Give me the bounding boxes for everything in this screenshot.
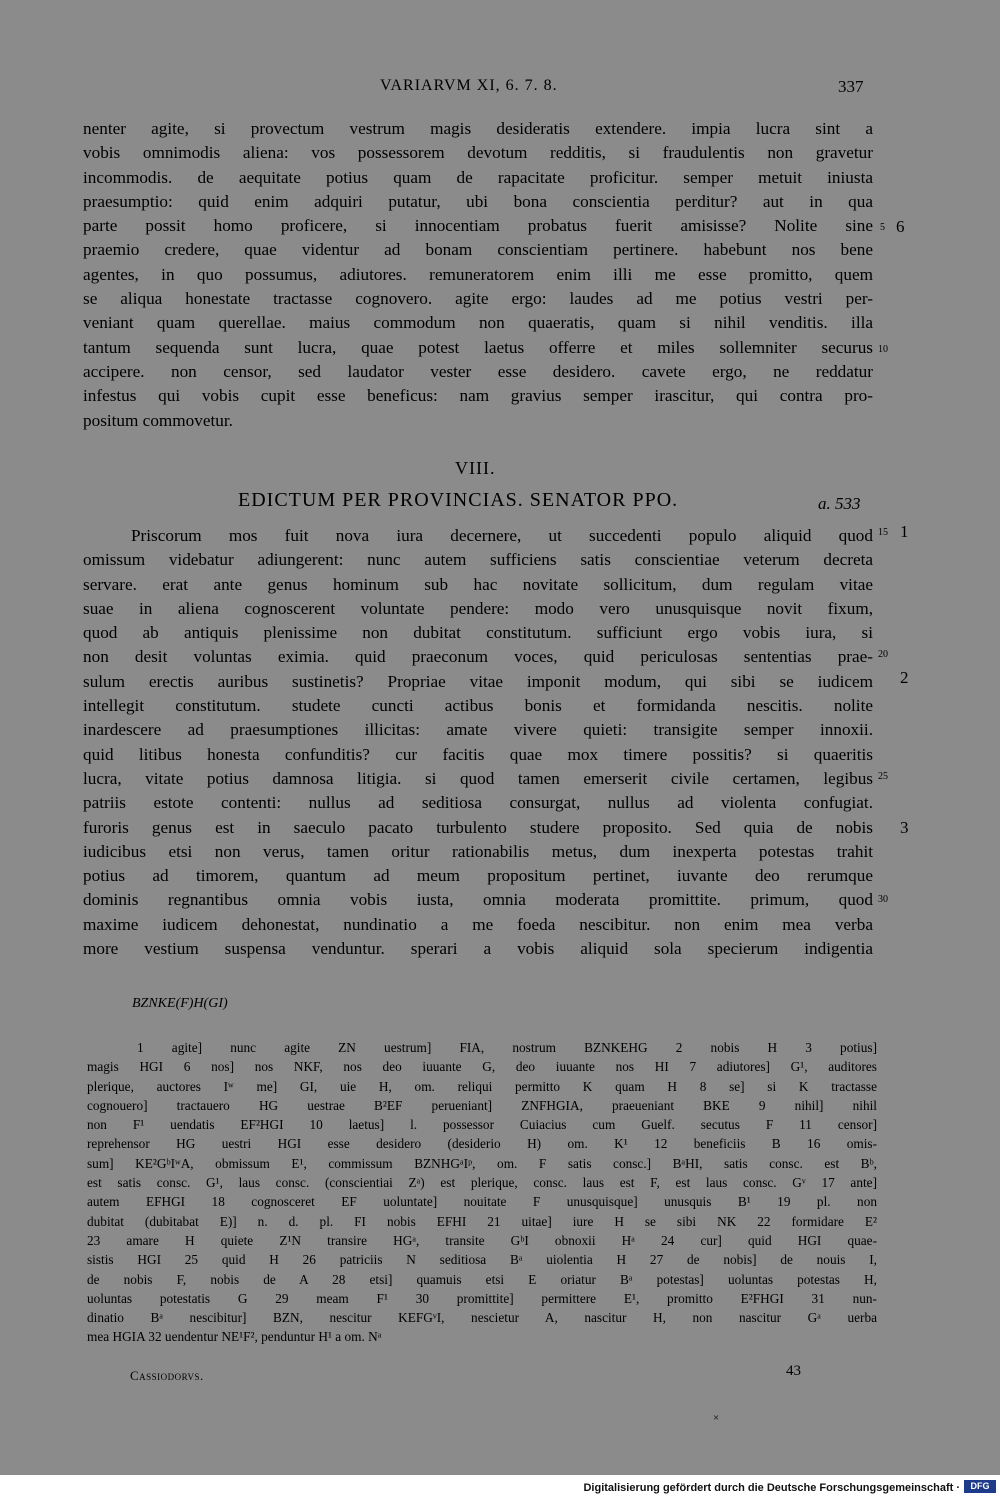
text-line: omissum videbatur adiungerent: nunc autem sufficiens satis conscientiae veterum decreta [83,550,873,570]
text-line: infestus qui vobis cupit esse beneficus: nam gravius semper irascitur, qui contra pro- [83,386,873,406]
margin-line-number: 20 [878,649,888,660]
dfg-logo-icon[interactable]: DFG [964,1480,996,1493]
text-line: positum commovetur. [83,410,233,430]
text-line: agentes, in quo possumus, adiutores. remuneratorem enim illi me esse promitto, quem [83,264,873,284]
footer-author: Cassiodorvs. [130,1368,204,1383]
text-line: furoris genus est in saeculo pacato turbulento studere proposito. Sed quia de nobis [83,817,873,837]
margin-section-number: 3 [900,818,909,837]
apparatus-line: uoluntas potestatis G 29 meam F¹ 30 promittite] permittere E¹, promitto E²FHGI 31 nun- [87,1290,877,1306]
text-line: incommodis. de aequitate potius quam de rapacitate proficitur. semper metuit iniusta [83,167,873,187]
text-line: more vestium suspensa venduntur. sperari a vobis aliquid sola specierum indigentia [83,939,873,959]
text-line: maxime iudicem dehonestat, nundinatio a me foeda nescibitur. non enim mea verba [83,914,873,934]
text-line: tantum sequenda sunt lucra, quae potest laetus offerre et miles sollemniter securus [83,337,873,357]
apparatus-sigla: BZNKE(F)H(GI) [132,996,228,1011]
text-line: dominis regnantibus omnia vobis iusta, omnia moderata promittite. primum, quod [83,890,873,910]
text-line: sulum erectis auribus sustinetis? Propriae vitae imponit modum, qui sibi se iudicem [83,671,873,691]
apparatus-line: mea HGIA 32 uendentur NE¹F², penduntur H¹ a om. Nᵃ [87,1329,382,1345]
apparatus-line: non F¹ uendatis EF²HGI 10 laetus] l. possessor Cuiacius cum Guelf. secutus F 11 censor] [87,1117,877,1133]
apparatus-line: sum] KE²GᵇIʷA, obmissum E¹, commissum BZNHGᵃIᵖ, om. F satis consc.] BᵃHI, satis consc. est Bᵇ, [87,1155,877,1171]
margin-line-number: 15 [878,527,888,538]
digitization-banner [0,1475,1000,1499]
apparatus-line: reprehensor HG uestri HGI esse desidero (desiderio H) om. K¹ 12 beneficiis B 16 omis- [87,1136,877,1152]
apparatus-line: autem EFHGI 18 cognosceret EF uoluntate] nouitate F unusquisque] unusquis B¹ 19 pl. non [87,1194,877,1210]
text-line: lucra, vitate potius damnosa litigia. si quod tamen emerserit civile certamen, legibus [83,768,873,788]
text-line: accipere. non censor, sed laudator vester esse desidero. cavete ergo, ne reddatur [83,361,873,381]
text-line: vobis omnimodis aliena: vos possessorem devotum redditis, si fraudulentis non gravetur [83,143,873,163]
critical-apparatus [87,1038,877,1347]
apparatus-line: sistis HGI 25 quid H 26 patriciis N seditiosa Bᵃ uiolentia H 27 de nobis] de nouis I, [87,1252,877,1268]
apparatus-line: plerique, auctores Iʷ me] GI, uie H, om. reliqui permitto K quam H 8 se] si K tractasse [87,1078,877,1094]
margin-line-number: 30 [878,894,888,905]
text-line: parte possit homo proficere, si innocentiam probatus fuerit amisisse? Nolite sine [83,216,873,236]
apparatus-line: 1 agite] nunc agite ZN uestrum] FIA, nostrum BZNKEHG 2 nobis H 3 potius] [137,1040,877,1055]
section-number: VIII. [455,458,496,478]
stray-mark: × [713,1412,720,1424]
apparatus-line: dinatio Bᵃ nescibitur] BZN, nescitur KEFGᵛI, nescietur A, nascitur H, non nascitur Gᵃ uerba [87,1310,877,1326]
text-line: patriis estote contenti: nullus ad seditiosa consurgat, nullus ad violenta confugiat. [83,793,873,813]
apparatus-line: cognouero] tractauero HG uestrae B²EF perueniant] ZNFHGIA, praeueniant BKE 9 nihil] nihil [87,1097,877,1113]
text-line: iudicibus etsi non verus, tamen oritur rationabilis metus, dum inexperta potestas trahit [83,841,873,861]
running-head: VARIARVM XI, 6. 7. 8. [380,77,558,94]
text-line: inardescere ad praesumptiones illicitas: amate vivere quieti: transigite semper innoxii. [83,720,873,740]
margin-line-number: 10 [878,344,888,355]
text-line: suae in aliena cognoscerent voluntate pendere: modo vero unusquisque novit fixum, [83,598,873,618]
section-title: EDICTUM PER PROVINCIAS. SENATOR PPO. [238,489,679,511]
page-number: 337 [838,77,864,96]
top-paragraph [83,117,873,433]
margin-section-number: 6 [896,217,905,236]
apparatus-line: dubitat (dubitabat E)] n. d. pl. FI nobis EFHI 21 uitae] iure H se sibi NK 22 formidare E² [87,1213,877,1229]
text-line: se aliqua honestate tractasse cognovero. agite ergo: laudes ad me potius vestri per- [83,289,873,309]
text-line: nenter agite, si provectum vestrum magis desideratis extendere. impia lucra sint a [83,119,873,138]
margin-line-number: 5 [880,222,885,233]
text-line: potius ad timorem, quantum ad meum propositum pertinet, iuvante deo rerumque [83,866,873,886]
text-line: veniant quam querellae. maius commodum non quaeratis, quam si nihil venditis. illa [83,313,873,333]
date-note: a. 533 [818,494,861,513]
text-line: praesumptio: quid enim adquiri putatur, ubi bona conscientia perditur? aut in qua [83,191,873,211]
apparatus-line: de nobis F, nobis de A 28 etsi] quamuis etsi E oriatur Bᵃ potestas] uoluntas potestas H, [87,1271,877,1287]
margin-line-number: 25 [878,771,888,782]
text-line: praemio credere, quae videntur ad bonam conscientiam pertinere. habebunt nos bene [83,240,873,260]
signature-mark: 43 [786,1363,801,1379]
text-line: Priscorum mos fuit nova iura decernere, ut succedenti populo aliquid quod [131,526,873,545]
text-line: servare. erat ante genus hominum sub hac novitate sollicitum, dum regulam vitae [83,574,873,594]
text-line: non desit voluntas eximia. quid praeconum voces, quid periculosas sententias prae- [83,647,873,667]
apparatus-line: 23 amare H quiete Z¹N transire HGᵃ, transite GᵇI obnoxii Hᵃ 24 cur] quid HGI quae- [87,1232,877,1248]
margin-section-number: 2 [900,668,909,687]
main-paragraph [83,524,873,961]
text-line: quid litibus honesta confunditis? cur facitis quae mox timere possitis? si quaeritis [83,744,873,764]
text-line: intellegit constitutum. studete cuncti actibus bonis et formidanda nescitis. nolite [83,696,873,716]
apparatus-line: est satis consc. G¹, laus consc. (conscientiai Zᵃ) est plerique, consc. laus est F, est laus consc. Gᵛ 17 ante] [87,1175,877,1191]
margin-section-number: 1 [900,522,909,541]
banner-text: Digitalisierung gefördert durch die Deutsche Forschungsgemeinschaft · [583,1482,960,1494]
text-line: quod ab antiquis plenissime non dubitat constitutum. sufficiunt ergo vobis iura, si [83,623,873,643]
apparatus-line: magis HGI 6 nos] nos NKF, nos deo iuuante G, deo iuuante nos HI 7 adiutores] G¹, auditores [87,1059,877,1075]
